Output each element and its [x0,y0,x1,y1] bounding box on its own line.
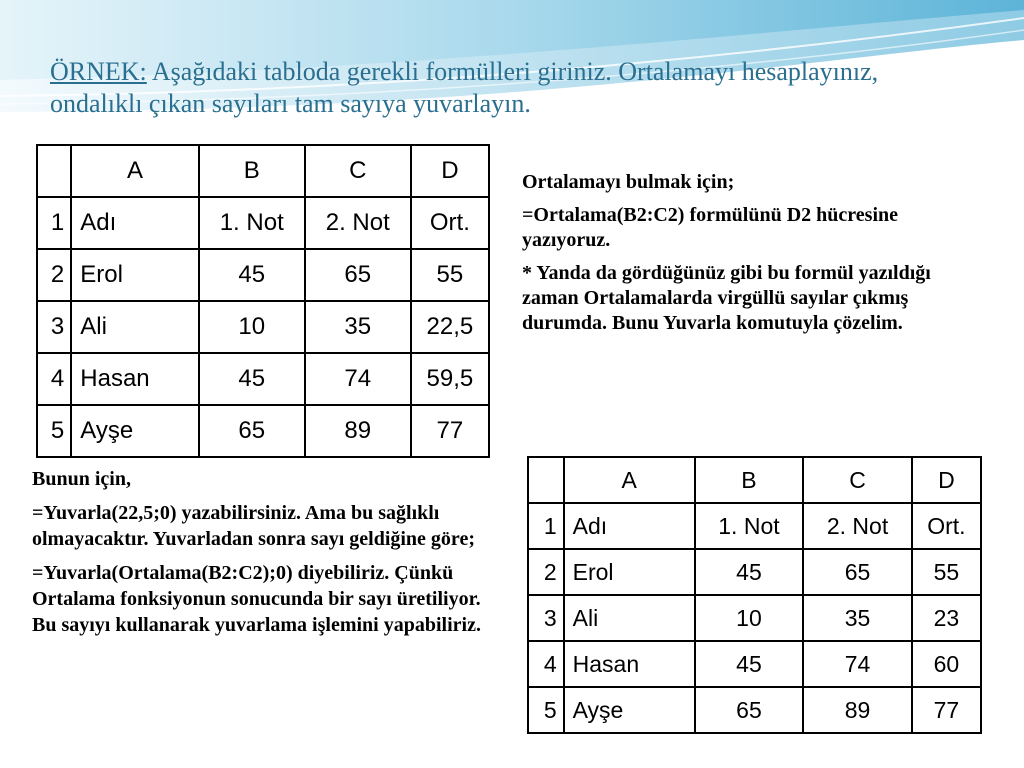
row-number: 5 [37,405,71,457]
row-number: 4 [528,641,564,687]
table-cell: Ayşe [71,405,198,457]
table-cell: 1. Not [695,503,804,549]
table-cell: 77 [411,405,489,457]
title-text: Aşağıdaki tabloda gerekli formülleri giriniz. Ortalamayı hesaplayınız, ondalıklı çıkan sayıları tam sayıya yuvarlayın. [50,57,879,118]
table-header-row [37,145,489,197]
table-cell: 45 [199,353,305,405]
table-row [528,641,981,687]
table-row [37,197,489,249]
row-number: 5 [528,687,564,733]
row-number: 1 [37,197,71,249]
column-header-d: D [912,457,981,503]
explanation-paragraph: Ortalamayı bulmak için; [522,171,735,193]
table-cell: Hasan [564,641,695,687]
table-cell: 2. Not [803,503,912,549]
table-cell: 23 [912,595,981,641]
explanation-paragraph: =Yuvarla(22,5;0) yazabilirsiniz. Ama bu sağlıklı olmayacaktır. Yuvarladan sonra sayı geldiğine göre; [32,502,475,550]
table-cell: 60 [912,641,981,687]
table-cell: Ali [71,301,198,353]
explanation-left [32,466,502,646]
table-cell: 65 [803,549,912,595]
table-row [37,249,489,301]
table-cell: 77 [912,687,981,733]
column-header-b: B [199,145,305,197]
table-cell: 89 [305,405,411,457]
table-cell: Ort. [912,503,981,549]
spreadsheet-table-before [36,144,490,458]
corner-cell [37,145,71,197]
table-row [528,503,981,549]
table-cell: 35 [305,301,411,353]
table-cell: 74 [305,353,411,405]
table-cell: Adı [71,197,198,249]
table-header-row [528,457,981,503]
explanation-paragraph: Bunun için, [32,468,131,490]
table-cell: 55 [912,549,981,595]
row-number: 2 [37,249,71,301]
table-row [528,549,981,595]
table-cell: Erol [71,249,198,301]
column-header-c: C [305,145,411,197]
table-cell: Ayşe [564,687,695,733]
table-row [37,405,489,457]
row-number: 3 [37,301,71,353]
explanation-paragraph: =Ortalama(B2:C2) formülünü D2 hücresine yazıyoruz. [522,204,899,251]
table-cell: 45 [695,549,804,595]
table-cell: 55 [411,249,489,301]
table-row [528,595,981,641]
title-lead: ÖRNEK: [50,57,147,86]
table-cell: 45 [695,641,804,687]
table-cell: Ort. [411,197,489,249]
table-cell: 22,5 [411,301,489,353]
table-cell: Erol [564,549,695,595]
table-row [37,301,489,353]
table-cell: 65 [695,687,804,733]
column-header-a: A [564,457,695,503]
table-cell: 65 [199,405,305,457]
table-cell: 1. Not [199,197,305,249]
table-cell: 35 [803,595,912,641]
column-header-d: D [411,145,489,197]
row-number: 2 [528,549,564,595]
table-row [528,687,981,733]
explanation-paragraph: =Yuvarla(Ortalama(B2:C2);0) diyebiliriz. Çünkü Ortalama fonksiyonun sonucunda bir sayı üretiliyor. Bu sayıyı kullanarak yuvarlama işlemini yapabiliriz. [32,562,481,636]
table-cell: 10 [695,595,804,641]
column-header-b: B [695,457,804,503]
slide-title [50,56,950,120]
row-number: 1 [528,503,564,549]
table-cell: 65 [305,249,411,301]
column-header-a: A [71,145,198,197]
column-header-c: C [803,457,912,503]
spreadsheet-table-after [527,456,982,734]
explanation-right [522,170,972,344]
table-cell: Adı [564,503,695,549]
table-cell: 45 [199,249,305,301]
table-cell: 74 [803,641,912,687]
table-cell: 10 [199,301,305,353]
table-row [37,353,489,405]
table-cell: Ali [564,595,695,641]
corner-cell [528,457,564,503]
table-cell: 2. Not [305,197,411,249]
row-number: 3 [528,595,564,641]
row-number: 4 [37,353,71,405]
table-cell: 59,5 [411,353,489,405]
explanation-paragraph: * Yanda da gördüğünüz gibi bu formül yazıldığı zaman Ortalamalarda virgüllü sayılar çıkmış durumda. Bunu Yuvarla komutuyla çözelim. [522,262,931,334]
table-cell: 89 [803,687,912,733]
table-cell: Hasan [71,353,198,405]
